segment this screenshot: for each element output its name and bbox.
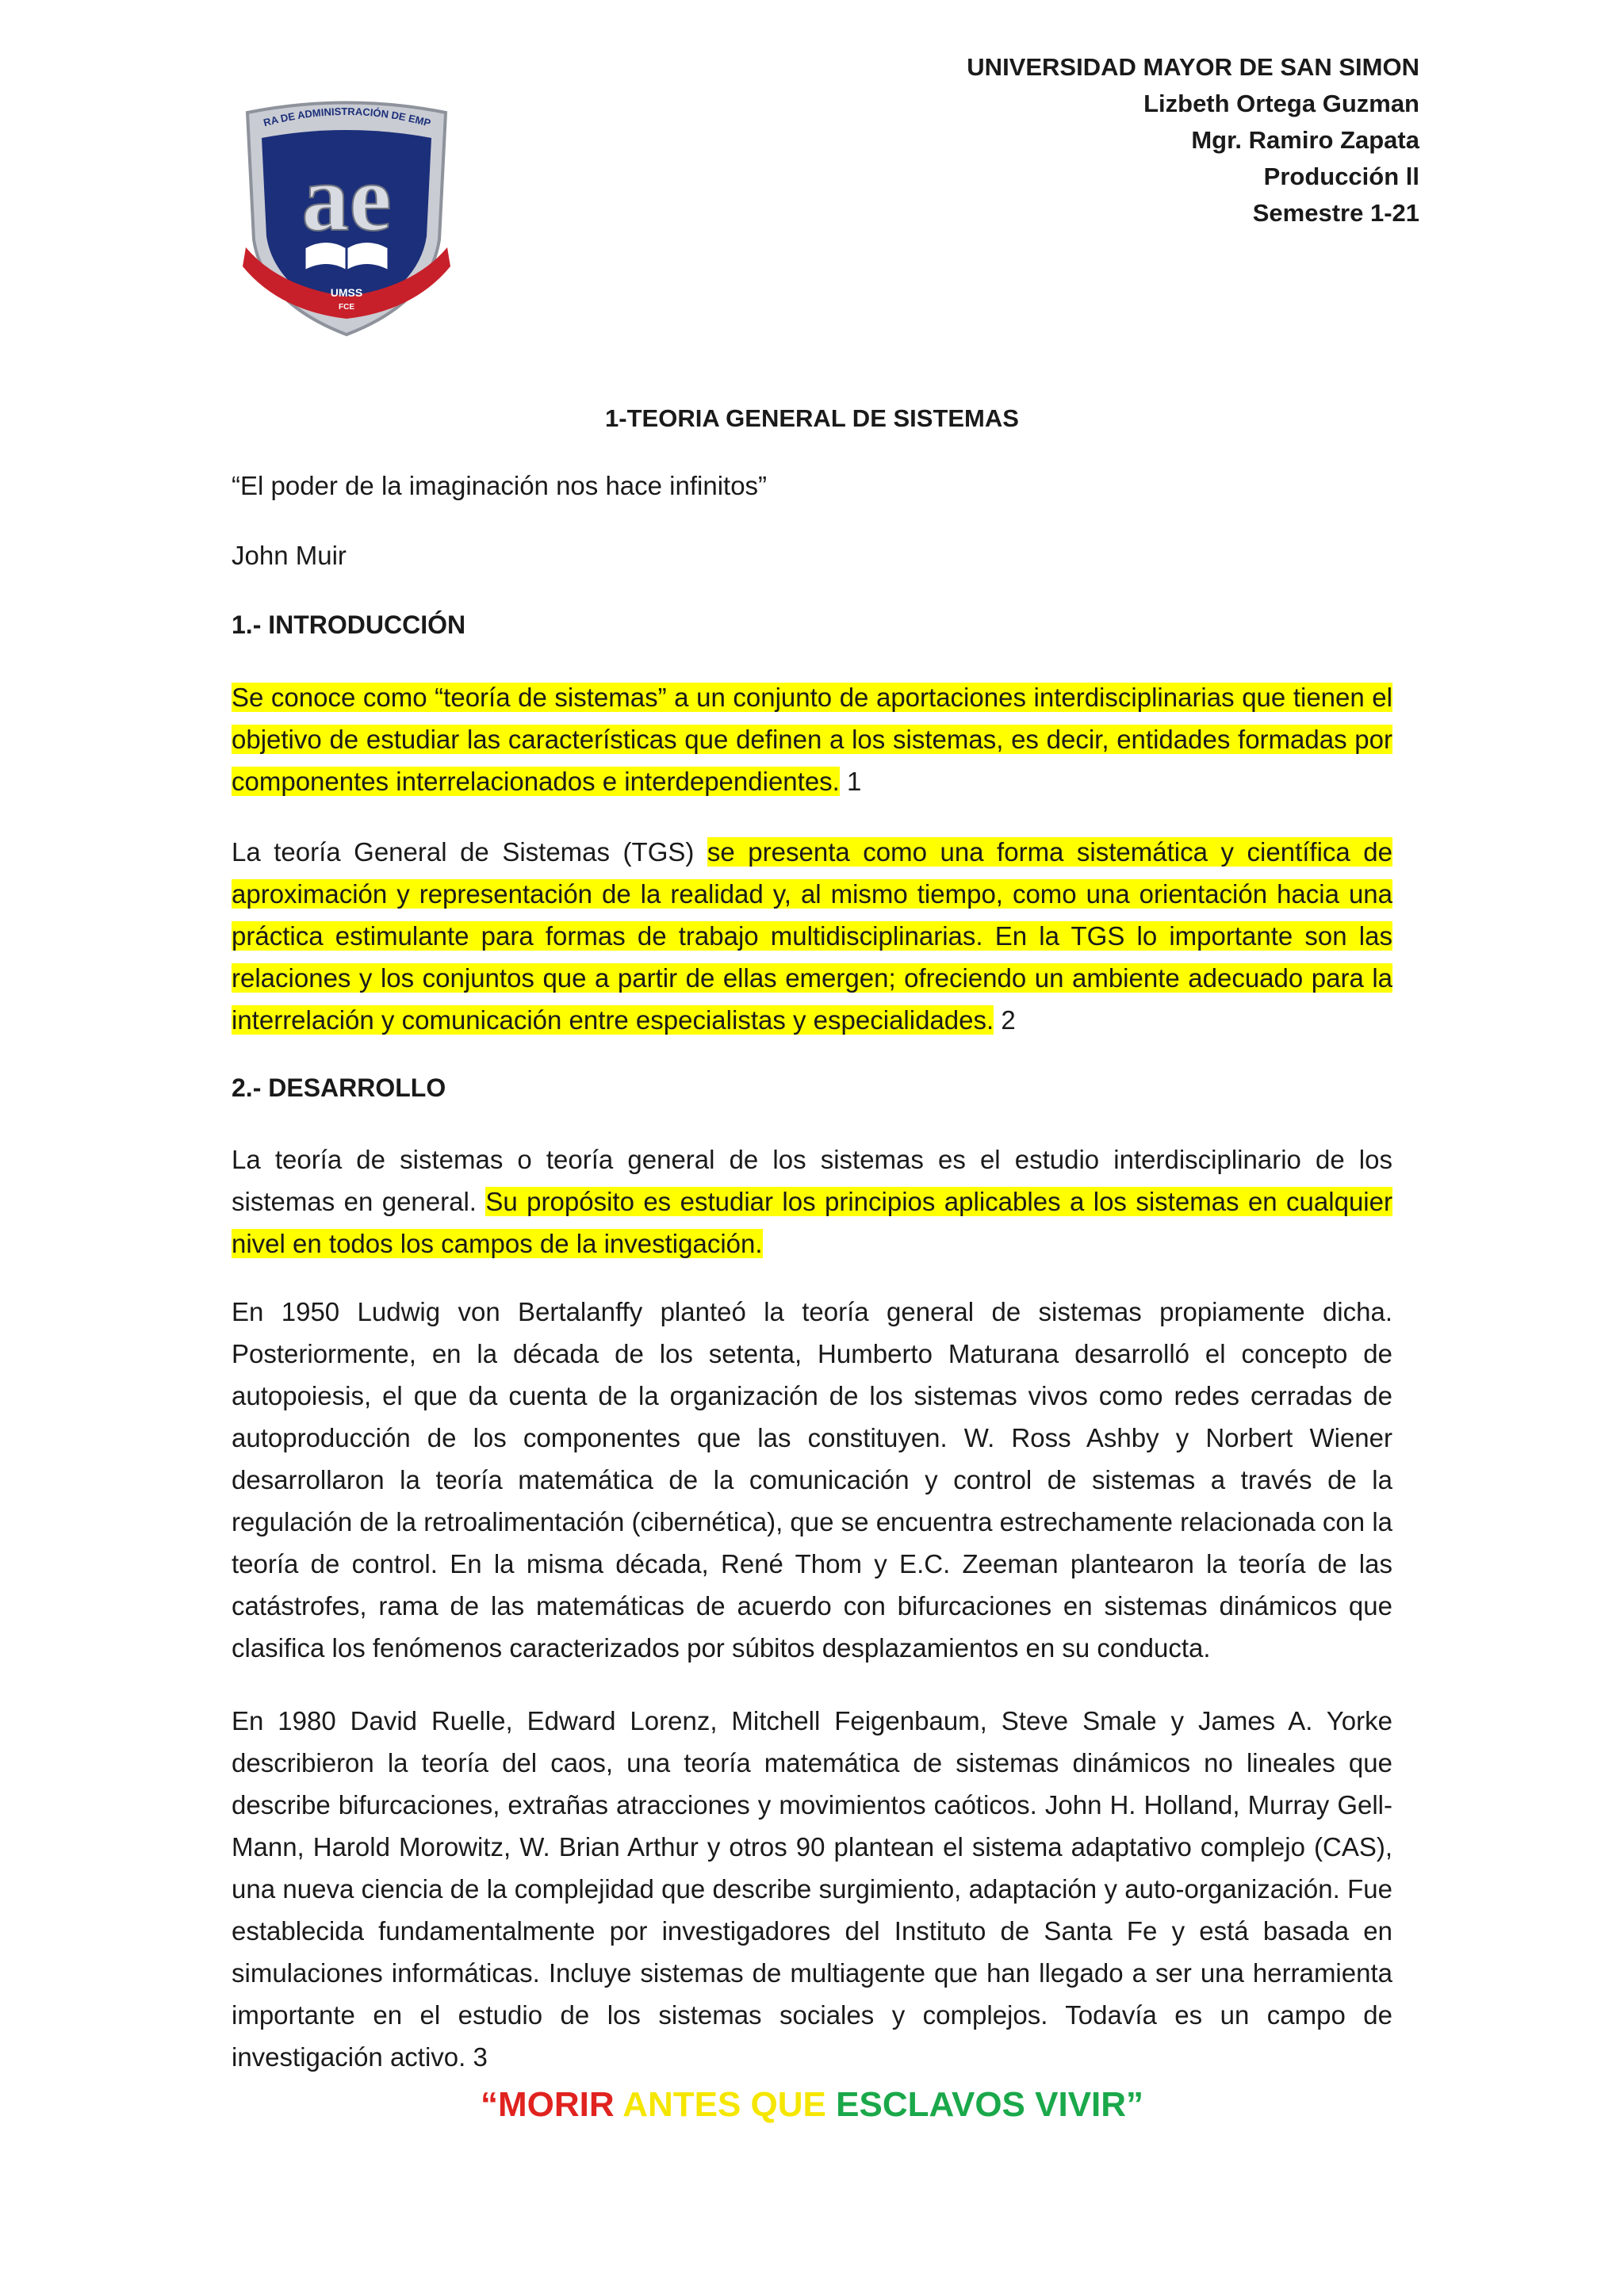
highlighted-text: Su propósito es estudiar los principios aplicables a los sistemas en cualquier nivel en todos los campos de la investigación. — [232, 1187, 1392, 1258]
section-heading-desarrollo: 2.- DESARROLLO — [232, 1073, 446, 1102]
logo-arc-text: RA DE ADMINISTRACIÓN DE EMP — [262, 105, 432, 129]
university-name: UNIVERSIDAD MAYOR DE SAN SIMON — [967, 53, 1419, 81]
reference-number: 1 — [839, 767, 862, 796]
student-name: Lizbeth Ortega Guzman — [1143, 90, 1419, 117]
motto-part-green: ESCLAVOS VIVIR” — [836, 2085, 1144, 2124]
header-info — [967, 49, 1419, 232]
document-title: 1-TEORIA GENERAL DE SISTEMAS — [605, 404, 1019, 432]
shield-logo-icon — [232, 89, 462, 342]
motto-part-yellow: ANTES QUE — [622, 2085, 837, 2124]
paragraph-2 — [232, 831, 1392, 1041]
university-logo — [232, 89, 462, 342]
motto-part-red: “MORIR — [480, 2085, 623, 2124]
reference-number: 3 — [465, 2042, 488, 2072]
paragraph-5 — [232, 1700, 1392, 2078]
paragraph-3 — [232, 1138, 1392, 1265]
plain-text: En 1980 David Ruelle, Edward Lorenz, Mitchell Feigenbaum, Steve Smale y James A. Yorke describieron la teoría del caos, una teoría matemática de sistemas dinámicos no lineales que describe bifurcaciones, extrañas atracciones y movimientos caóticos. John H. Holland, Murray Gell-Mann, Harold Morowitz, W. Brian Arthur y otros 90 plantean el sistema adaptativo complejo (CAS), una nueva ciencia de la complejidad que describe surgimiento, adaptación y auto-organización. Fue establecida fundamentalmente por investigadores del Instituto de Santa Fe y está basada en simulaciones informáticas. Incluye sistemas de multiagente que han llegado a ser una herramienta importante en el estudio de los sistemas sociales y complejos. Todavía es un campo de investigación activo. — [232, 1706, 1392, 2072]
course-name: Producción ll — [1263, 163, 1419, 190]
paragraph-1 — [232, 676, 1392, 802]
plain-text: La teoría de sistemas o teoría general de los sistemas es el estudio interdisciplinario de los sistemas en general. — [232, 1145, 1392, 1216]
motto — [232, 2085, 1392, 2125]
semester: Semestre 1-21 — [1252, 199, 1419, 227]
paragraph-4: En 1950 Ludwig von Bertalanffy planteó la teoría general de sistemas propiamente dicha. Posteriormente, en la década de los setenta, Humberto Maturana desarrolló el concepto de autopoiesis, el que da cuenta de la organización de los sistemas vivos como redes cerradas de autoproducción de los componentes que las constituyen. W. Ross Ashby y Norbert Wiener desarrollaron la teoría matemática de la comunicación y control de sistemas a través de la regulación de la retroalimentación (cibernética), que se encuentra estrechamente relacionada con la teoría de control. En la misma década, René Thom y E.C. Zeeman plantearon la teoría de las catástrofes, rama de las matemáticas de acuerdo con bifurcaciones en sistemas dinámicos que clasifica los fenómenos caracterizados por súbitos desplazamientos en su conducta. — [232, 1297, 1392, 1663]
quote: “El poder de la imaginación nos hace infinitos” — [232, 471, 768, 500]
logo-fce: FCE — [339, 303, 354, 312]
logo-umss: UMSS — [330, 286, 363, 299]
teacher-name: Mgr. Ramiro Zapata — [1191, 126, 1419, 154]
section-heading-introduction: 1.- INTRODUCCIÓN — [232, 610, 466, 639]
reference-number: 2 — [994, 1005, 1016, 1035]
quote-author: John Muir — [232, 541, 347, 570]
logo-letters: ae — [301, 145, 392, 251]
plain-text: La teoría General de Sistemas (TGS) — [232, 837, 707, 867]
highlighted-text: Se conoce como “teoría de sistemas” a un conjunto de aportaciones interdisciplinarias que tienen el objetivo de estudiar las características que definen a los sistemas, es decir, entidades formadas por componentes interrelacionados e interdependientes. — [232, 683, 1392, 796]
highlighted-text: se presenta como una forma sistemática y científica de aproximación y representación de la realidad y, al mismo tiempo, como una orientación hacia una práctica estimulante para formas de trabajo multidisciplinarias. En la TGS lo importante son las relaciones y los conjuntos que a partir de ellas emergen; ofreciendo un ambiente adecuado para la interrelación y comunicación entre especialistas y especialidades. — [232, 837, 1393, 1035]
